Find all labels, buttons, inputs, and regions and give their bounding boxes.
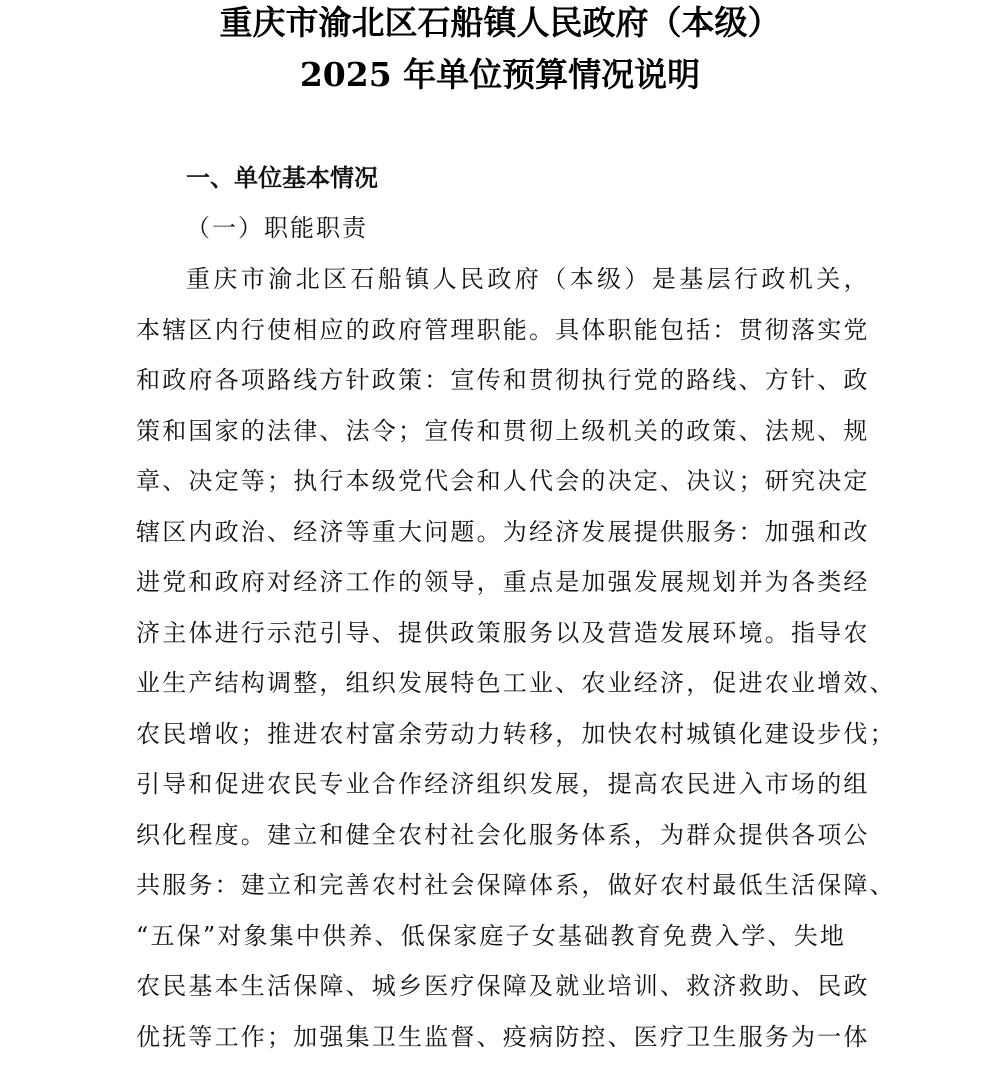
body-paragraph [136, 259, 896, 1067]
document-title-line-2: 2025 年单位预算情况说明 [0, 55, 1000, 95]
paragraph-line: 织化程度。建立和健全农村社会化服务体系，为群众提供各项公 [136, 815, 896, 866]
paragraph-line: 农民基本生活保障、城乡医疗保障及就业培训、救济救助、民政 [136, 966, 896, 1017]
paragraph-line: 优抚等工作；加强集卫生监督、疫病防控、医疗卫生服务为一体 [136, 1017, 896, 1067]
document-title-line-1: 重庆市渝北区石船镇人民政府（本级） [0, 3, 1000, 43]
paragraph-line: 辖区内政治、经济等重大问题。为经济发展提供服务：加强和改 [136, 512, 896, 563]
paragraph-line: 业生产结构调整，组织发展特色工业、农业经济，促进农业增效、 [136, 663, 896, 714]
paragraph-line: 本辖区内行使相应的政府管理职能。具体职能包括：贯彻落实党 [136, 310, 896, 361]
paragraph-line: 济主体进行示范引导、提供政策服务以及营造发展环境。指导农 [136, 613, 896, 664]
paragraph-line: 农民增收；推进农村富余劳动力转移，加快农村城镇化建设步伐； [136, 714, 896, 765]
paragraph-line: 引导和促进农民专业合作经济组织发展，提高农民进入市场的组 [136, 764, 896, 815]
subsection-heading-functions: （一）职能职责 [186, 208, 368, 248]
paragraph-line: 共服务：建立和完善农村社会保障体系，做好农村最低生活保障、 [136, 865, 896, 916]
paragraph-line: 和政府各项路线方针政策：宣传和贯彻执行党的路线、方针、政 [136, 360, 896, 411]
paragraph-line: 重庆市渝北区石船镇人民政府（本级）是基层行政机关， [136, 259, 896, 310]
paragraph-line: 章、决定等；执行本级党代会和人代会的决定、决议；研究决定 [136, 461, 896, 512]
section-heading-basic-info: 一、单位基本情况 [186, 158, 378, 198]
paragraph-line: 策和国家的法律、法令；宣传和贯彻上级机关的政策、法规、规 [136, 411, 896, 462]
paragraph-line: 进党和政府对经济工作的领导，重点是加强发展规划并为各类经 [136, 562, 896, 613]
paragraph-line: “五保”对象集中供养、低保家庭子女基础教育免费入学、失地 [136, 916, 896, 967]
